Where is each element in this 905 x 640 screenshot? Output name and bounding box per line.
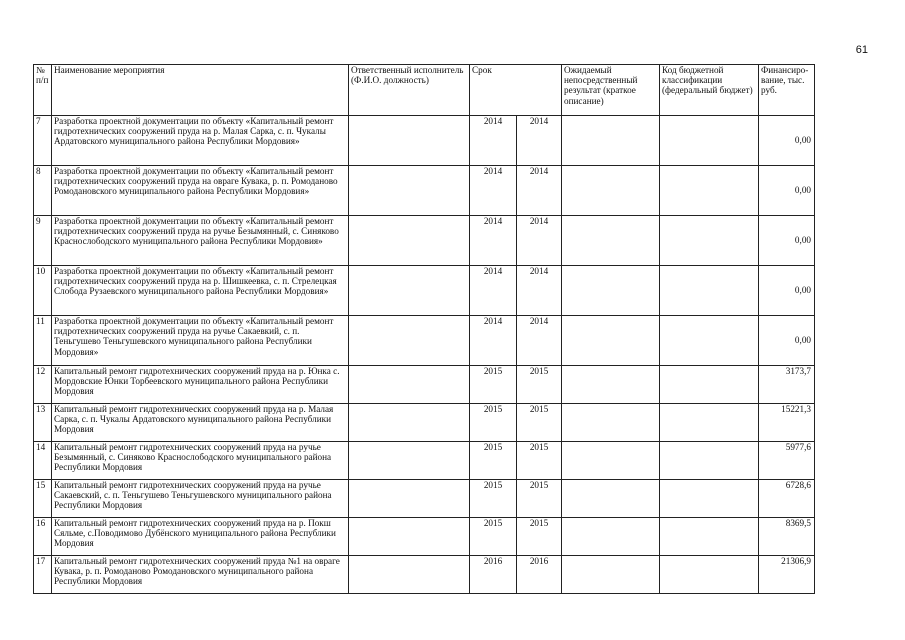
row-num: 7 (34, 116, 52, 166)
row-responsible (349, 556, 470, 594)
row-financing: 15221,3 (759, 404, 815, 442)
row-result (562, 266, 660, 316)
row-kbk (660, 404, 759, 442)
row-num: 10 (34, 266, 52, 316)
row-end-year: 2015 (517, 404, 562, 442)
row-result (562, 556, 660, 594)
row-financing: 0,00 (759, 216, 815, 266)
row-num: 16 (34, 518, 52, 556)
table-row (34, 116, 815, 166)
row-start-year: 2015 (470, 480, 517, 518)
row-end-year: 2015 (517, 442, 562, 480)
row-financing: 6728,6 (759, 480, 815, 518)
row-start-year: 2015 (470, 518, 517, 556)
row-result (562, 442, 660, 480)
table-row (34, 480, 815, 518)
row-start-year: 2015 (470, 442, 517, 480)
row-responsible (349, 442, 470, 480)
row-start-year: 2015 (470, 366, 517, 404)
row-result (562, 216, 660, 266)
row-start-year: 2014 (470, 266, 517, 316)
row-kbk (660, 166, 759, 216)
row-result (562, 116, 660, 166)
row-financing: 0,00 (759, 166, 815, 216)
row-name: Разработка проектной документации по объекту «Капитальный ремонт гидротехнических сооружений пруда на р. Шишкеевка, с. п. Стрелецкая Слобода Рузаевского муниципального района Республики Мордовия» (52, 266, 349, 316)
row-num: 13 (34, 404, 52, 442)
table-row (34, 556, 815, 594)
row-name: Капитальный ремонт гидротехнических сооружений пруда №1 на овраге Кувака, р. п. Ромоданово Ромодановского муниципального района Республики Мордовия (52, 556, 349, 594)
row-kbk (660, 316, 759, 366)
activities-table (33, 64, 815, 594)
row-responsible (349, 316, 470, 366)
row-name: Разработка проектной документации по объекту «Капитальный ремонт гидротехнических сооружений пруда на ручье Сакаевкий, с. п. Теньгушево Теньгушевского муниципального района Республики Мордовия» (52, 316, 349, 366)
row-name: Разработка проектной документации по объекту «Капитальный ремонт гидротехнических сооружений пруда на ручье Безымянный, с. Синяково Краснослободского муниципального района Республики Мордовия» (52, 216, 349, 266)
header-result: Ожидаемый непосредственный результат (краткое описание) (562, 65, 660, 116)
row-start-year: 2014 (470, 216, 517, 266)
row-financing: 0,00 (759, 316, 815, 366)
row-kbk (660, 556, 759, 594)
row-result (562, 404, 660, 442)
row-result (562, 366, 660, 404)
row-end-year: 2015 (517, 518, 562, 556)
row-end-year: 2015 (517, 480, 562, 518)
row-name: Капитальный ремонт гидротехнических сооружений пруда на ручье Безымянный, с. Синяково Краснослободского муниципального района Республики Мордовия (52, 442, 349, 480)
row-responsible (349, 166, 470, 216)
table-header-row (34, 65, 815, 116)
row-responsible (349, 480, 470, 518)
row-name: Капитальный ремонт гидротехнических сооружений пруда на р. Малая Сарка, с. п. Чукалы Ардатовского муниципального района Республики Мордовия (52, 404, 349, 442)
row-responsible (349, 266, 470, 316)
row-end-year: 2015 (517, 366, 562, 404)
table-row (34, 266, 815, 316)
row-financing: 0,00 (759, 116, 815, 166)
row-responsible (349, 216, 470, 266)
table-row (34, 316, 815, 366)
header-responsible: Ответственный исполнитель (Ф.И.О. должность) (349, 65, 470, 116)
row-responsible (349, 116, 470, 166)
row-end-year: 2014 (517, 116, 562, 166)
table-row (34, 166, 815, 216)
row-result (562, 166, 660, 216)
row-start-year: 2014 (470, 316, 517, 366)
row-financing: 5977,6 (759, 442, 815, 480)
row-kbk (660, 116, 759, 166)
row-name: Разработка проектной документации по объекту «Капитальный ремонт гидротехнических сооружений пруда на овраге Кувака, р. п. Ромоданово Ромодановского муниципального района Республики Мордовия» (52, 166, 349, 216)
row-name: Капитальный ремонт гидротехнических сооружений пруда на ручье Сакаевский, с. п. Теньгушево Теньгушевского муниципального района Республики Мордовия (52, 480, 349, 518)
header-name: Наименование мероприятия (52, 65, 349, 116)
row-kbk (660, 442, 759, 480)
row-num: 15 (34, 480, 52, 518)
table-row (34, 404, 815, 442)
row-num: 9 (34, 216, 52, 266)
row-financing: 0,00 (759, 266, 815, 316)
row-end-year: 2014 (517, 316, 562, 366)
row-start-year: 2015 (470, 404, 517, 442)
header-num: № п/п (34, 65, 52, 116)
row-start-year: 2014 (470, 116, 517, 166)
header-kbk: Код бюджетной классификации (федеральный бюджет) (660, 65, 759, 116)
row-start-year: 2016 (470, 556, 517, 594)
row-kbk (660, 366, 759, 404)
row-num: 14 (34, 442, 52, 480)
row-end-year: 2014 (517, 166, 562, 216)
page-number: 61 (855, 44, 868, 56)
row-name: Капитальный ремонт гидротехнических сооружений пруда на р. Покш Сяльме, с.Поводимово Дубёнского муниципального района Республики Мордовия (52, 518, 349, 556)
row-financing: 3173,7 (759, 366, 815, 404)
row-num: 11 (34, 316, 52, 366)
row-end-year: 2014 (517, 266, 562, 316)
row-name: Капитальный ремонт гидротехнических сооружений пруда на р. Юнка с. Мордовские Юнки Торбеевского муниципального района Республики Мордовия (52, 366, 349, 404)
row-num: 17 (34, 556, 52, 594)
table-row (34, 518, 815, 556)
row-num: 8 (34, 166, 52, 216)
row-start-year: 2014 (470, 166, 517, 216)
row-result (562, 518, 660, 556)
row-responsible (349, 404, 470, 442)
row-num: 12 (34, 366, 52, 404)
row-kbk (660, 266, 759, 316)
row-result (562, 480, 660, 518)
row-end-year: 2016 (517, 556, 562, 594)
table-row (34, 442, 815, 480)
table-row (34, 366, 815, 404)
row-responsible (349, 366, 470, 404)
row-financing: 8369,5 (759, 518, 815, 556)
row-name: Разработка проектной документации по объекту «Капитальный ремонт гидротехнических сооружений пруда на р. Малая Сарка, с. п. Чукалы Ардатовского муниципального района Республики Мордовия» (52, 116, 349, 166)
row-kbk (660, 216, 759, 266)
row-kbk (660, 518, 759, 556)
row-kbk (660, 480, 759, 518)
table-row (34, 216, 815, 266)
row-end-year: 2014 (517, 216, 562, 266)
header-financing: Финансиро-вание, тыс. руб. (759, 65, 815, 116)
row-responsible (349, 518, 470, 556)
row-result (562, 316, 660, 366)
header-term: Срок (470, 65, 562, 116)
row-financing: 21306,9 (759, 556, 815, 594)
